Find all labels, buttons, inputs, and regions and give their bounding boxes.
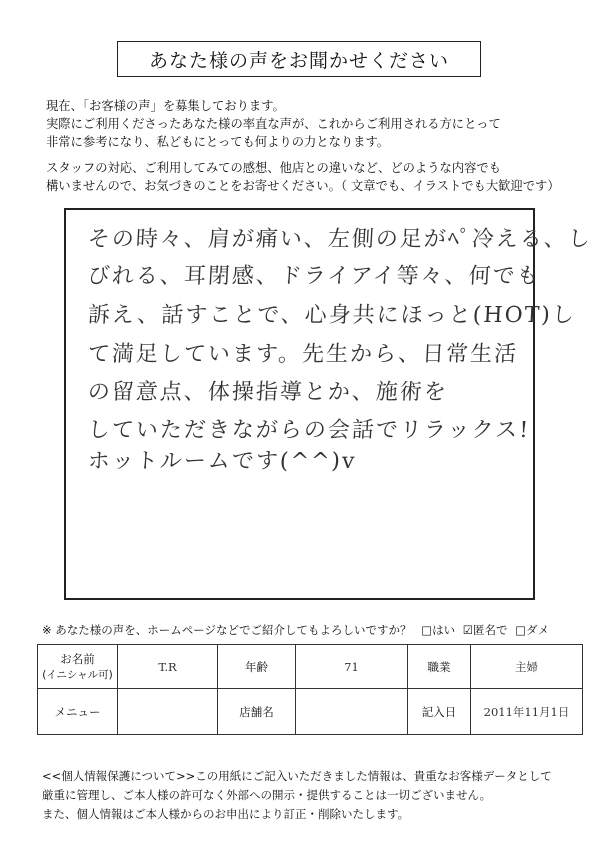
job-value: 主婦	[471, 645, 583, 689]
privacy-line-2: 厳重に管理し、ご本人様の許可なく外部への開示・提供することは一切ございません。	[42, 788, 492, 802]
date-value: 2011年11月1日	[471, 689, 583, 735]
store-label: 店舗名	[218, 689, 296, 735]
message-line-1: その時々、肩が痛い、左側の足がﾍﾟ冷える、し	[87, 227, 593, 252]
page-title: あなた様の声をお聞かせください	[117, 41, 481, 77]
privacy-line-3: また、個人情報はご本人様からのお申出により訂正・削除いたします。	[42, 807, 410, 821]
intro-line-3: 非常に参考になり、私どもにとっても何よりの力となります。	[46, 135, 390, 149]
message-line-3: 訴え、話すことで、心身共にほっと(HOT)し	[87, 303, 577, 328]
message-line-4: て満足しています。先生から、日常生活	[87, 342, 519, 367]
age-value: 71	[296, 645, 408, 689]
job-label: 職業	[408, 645, 471, 689]
name-label-cell	[38, 645, 118, 689]
menu-label: メニュー	[38, 689, 118, 735]
name-sub-label: (イニシャル可)	[42, 669, 113, 681]
age-label: 年齢	[218, 645, 296, 689]
intro-line-4: スタッフの対応、ご利用してみての感想、他店との違いなど、どのような内容でも	[46, 161, 501, 175]
intro-line-2: 実際にご利用くださったあなた様の率直な声が、これからご利用される方にとって	[46, 117, 501, 131]
menu-value	[118, 689, 218, 735]
info-table	[37, 644, 583, 735]
message-line-7: ホットルームです(^^)v	[87, 449, 358, 474]
message-line-6: していただきながらの会話でリラックス!	[87, 418, 531, 443]
consent-yes-option[interactable]: □はい	[421, 623, 456, 637]
consent-no-option[interactable]: □ダメ	[515, 623, 550, 637]
name-label: お名前	[60, 652, 95, 666]
consent-question: ※ あなた様の声を、ホームページなどでご紹介してもよろしいですか？	[42, 623, 412, 637]
privacy-line-1: <<個人情報保護について>>この用紙にご記入いただきました情報は、貴重なお客様データとして	[42, 769, 552, 783]
intro-line-5: 構いませんので、お気づきのことをお寄せください。（ 文章でも、イラストでも大歓迎です）	[46, 179, 560, 193]
store-value	[296, 689, 408, 735]
name-value: T.R	[118, 645, 218, 689]
consent-anonymous-option[interactable]: ☑匿名で	[462, 623, 508, 637]
date-label: 記入日	[408, 689, 471, 735]
message-line-2: びれる、耳閉感、ドライアイ等々、何でも	[87, 264, 542, 289]
consent-row	[42, 622, 549, 638]
intro-line-1: 現在、「お客様の声」を募集しております。	[46, 99, 285, 113]
message-line-5: の留意点、体操指導とか、施術を	[87, 380, 449, 405]
